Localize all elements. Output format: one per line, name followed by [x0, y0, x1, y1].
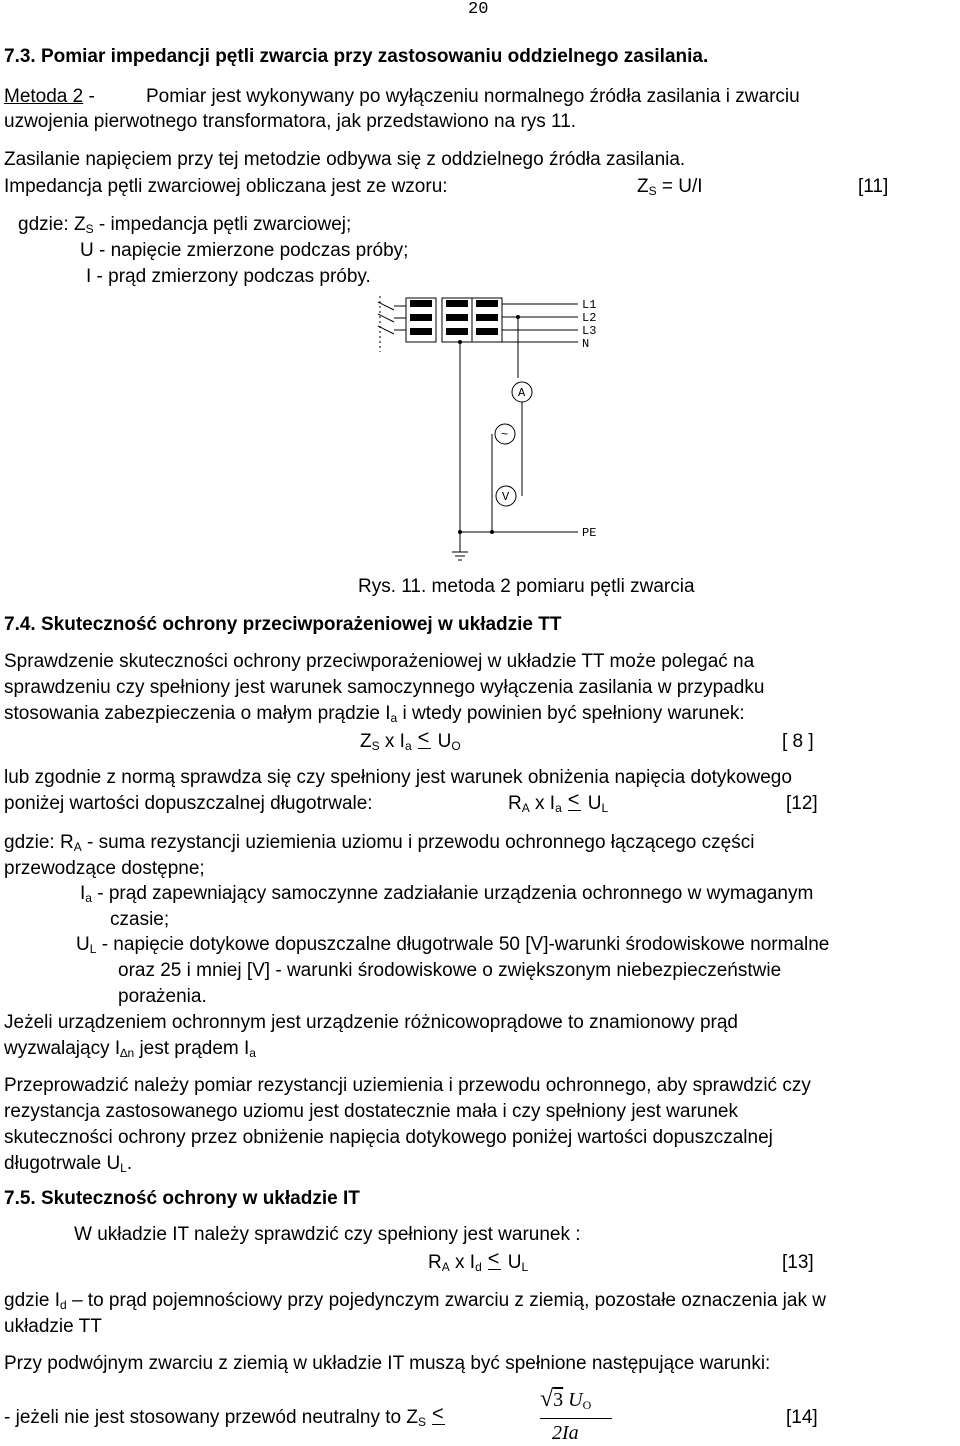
- label-l1: L1: [582, 298, 597, 312]
- formula-12-ref: [12]: [786, 793, 818, 814]
- page-number: 20: [468, 0, 489, 19]
- where-u: U - napięcie zmierzone podczas próby;: [80, 240, 409, 261]
- text-line: poniżej wartości dopuszczalnej długotrwale:: [4, 793, 373, 814]
- text-line: Jeżeli urządzeniem ochronnym jest urządzenie różnicowoprądowe to znamionowy prąd: [4, 1012, 738, 1033]
- source-label: ~: [501, 428, 509, 442]
- formula-14-text: - jeżeli nie jest stosowany przewód neutralny to $Z_S<$: [4, 1407, 452, 1429]
- where-ra: gdzie: $R_A$ - suma rezystancji uziemienia uziomu i przewodu ochronnego łączącego części: [4, 832, 755, 854]
- section-heading-7-5: 7.5. Skuteczność ochrony w układzie IT: [4, 1188, 360, 1209]
- sqrt-icon: √: [540, 1386, 554, 1412]
- text-line: długotrwale $U_L$.: [4, 1153, 133, 1175]
- text-line: oraz 25 i mniej [V] - warunki środowiskowe o zwiększonym niebezpieczeństwie: [118, 960, 782, 981]
- section-heading-7-4: 7.4. Skuteczność ochrony przeciwporażeniowej w układzie TT: [4, 614, 562, 635]
- le-icon: [432, 1409, 446, 1425]
- text-line: uzwojenia pierwotnego transformatora, jak przedstawiono na rys 11.: [4, 111, 577, 132]
- fraction-bar: [540, 1418, 612, 1419]
- circuit-diagram: [360, 292, 620, 572]
- formula-12: $R_A$ x $I_a< U_L$: [508, 793, 608, 815]
- le-icon: [418, 733, 432, 749]
- text-line: porażenia.: [118, 986, 207, 1007]
- where-i: I - prąd zmierzony podczas próby.: [86, 266, 371, 287]
- ammeter-label: A: [518, 386, 526, 400]
- text-line: skuteczności ochrony przez obniżenie napięcia dotykowego poniżej wartości dopuszczalnej: [4, 1127, 773, 1148]
- where-zs: gdzie: $Z_S$ - impedancja pętli zwarciowej;: [18, 214, 352, 236]
- formula-8-ref: [ 8 ]: [782, 731, 814, 752]
- text-line: czasie;: [110, 909, 170, 930]
- text-line: W układzie IT należy sprawdzić czy spełniony jest warunek :: [74, 1224, 581, 1245]
- method-text: Pomiar jest wykonywany po wyłączeniu normalnego źródła zasilania i zwarciu: [146, 86, 800, 107]
- formula-11-ref: [11]: [858, 176, 889, 197]
- voltmeter-label: V: [502, 490, 510, 504]
- label-l2: L2: [582, 311, 597, 325]
- text-line: Przy podwójnym zwarciu z ziemią w układzie IT muszą być spełnione następujące warunki:: [4, 1353, 771, 1374]
- fraction-denominator: 2Ia: [552, 1422, 579, 1444]
- le-icon: [568, 795, 582, 811]
- where-ul: $U_L$ - napięcie dotykowe dopuszczalne długotrwale 50 [V]-warunki środowiskowe normalne: [76, 934, 830, 956]
- formula-8: $Z_S$ x $I_a< U_O$: [360, 731, 461, 753]
- formula-14-ref: [14]: [786, 1407, 818, 1428]
- where-id: gdzie $I_d$ – to prąd pojemnościowy przy pojedynczym zwarciu z ziemią, pozostałe oznaczenia jak w: [4, 1290, 826, 1312]
- method-label: Metoda 2: [4, 86, 84, 107]
- method-line: Metoda 2 -: [4, 86, 95, 107]
- text-line: Impedancja pętli zwarciowej obliczana jest ze wzoru:: [4, 176, 448, 197]
- text-line: układzie TT: [4, 1316, 102, 1337]
- fraction-numerator: √3 $U_O$: [540, 1386, 592, 1412]
- label-l3: L3: [582, 324, 597, 338]
- formula-13-ref: [13]: [782, 1252, 814, 1273]
- text-line: Sprawdzenie skuteczności ochrony przeciwporażeniowej w układzie TT może polegać na: [4, 651, 755, 672]
- text-line: Przeprowadzić należy pomiar rezystancji uziemienia i przewodu ochronnego, aby sprawdzić czy: [4, 1075, 811, 1096]
- text-line: Zasilanie napięciem przy tej metodzie odbywa się z oddzielnego źródła zasilania.: [4, 149, 686, 170]
- text-line: wyzwalający $I_{\Delta n}$ jest prądem $I_a$: [4, 1038, 256, 1060]
- where-ia: $I_a$ - prąd zapewniający samoczynne zadziałanie urządzenia ochronnego w wymaganym: [80, 883, 814, 905]
- text-line: sprawdzeniu czy spełniony jest warunek samoczynnego wyłączenia zasilania w przypadku: [4, 677, 765, 698]
- formula-13: $R_A$ x $I_d< U_L$: [428, 1252, 528, 1274]
- formula-11: $Z_S = U/I$: [637, 176, 703, 198]
- text-line: lub zgodnie z normą sprawdza się czy spełniony jest warunek obniżenia napięcia dotykowego: [4, 767, 792, 788]
- figure-caption: Rys. 11. metoda 2 pomiaru pętli zwarcia: [358, 576, 695, 597]
- label-n: N: [582, 337, 590, 351]
- le-icon: [488, 1254, 502, 1270]
- section-heading-7-3: 7.3. Pomiar impedancji pętli zwarcia przy zastosowaniu oddzielnego zasilania.: [4, 46, 709, 67]
- text-line: przewodzące dostępne;: [4, 858, 205, 879]
- label-pe: PE: [582, 526, 597, 540]
- text-line: stosowania zabezpieczenia o małym prądzie $I_a$ i wtedy powinien być spełniony warunek:: [4, 703, 745, 725]
- text-line: rezystancja zastosowanego uziomu jest dostatecznie mała i czy spełniony jest warunek: [4, 1101, 738, 1122]
